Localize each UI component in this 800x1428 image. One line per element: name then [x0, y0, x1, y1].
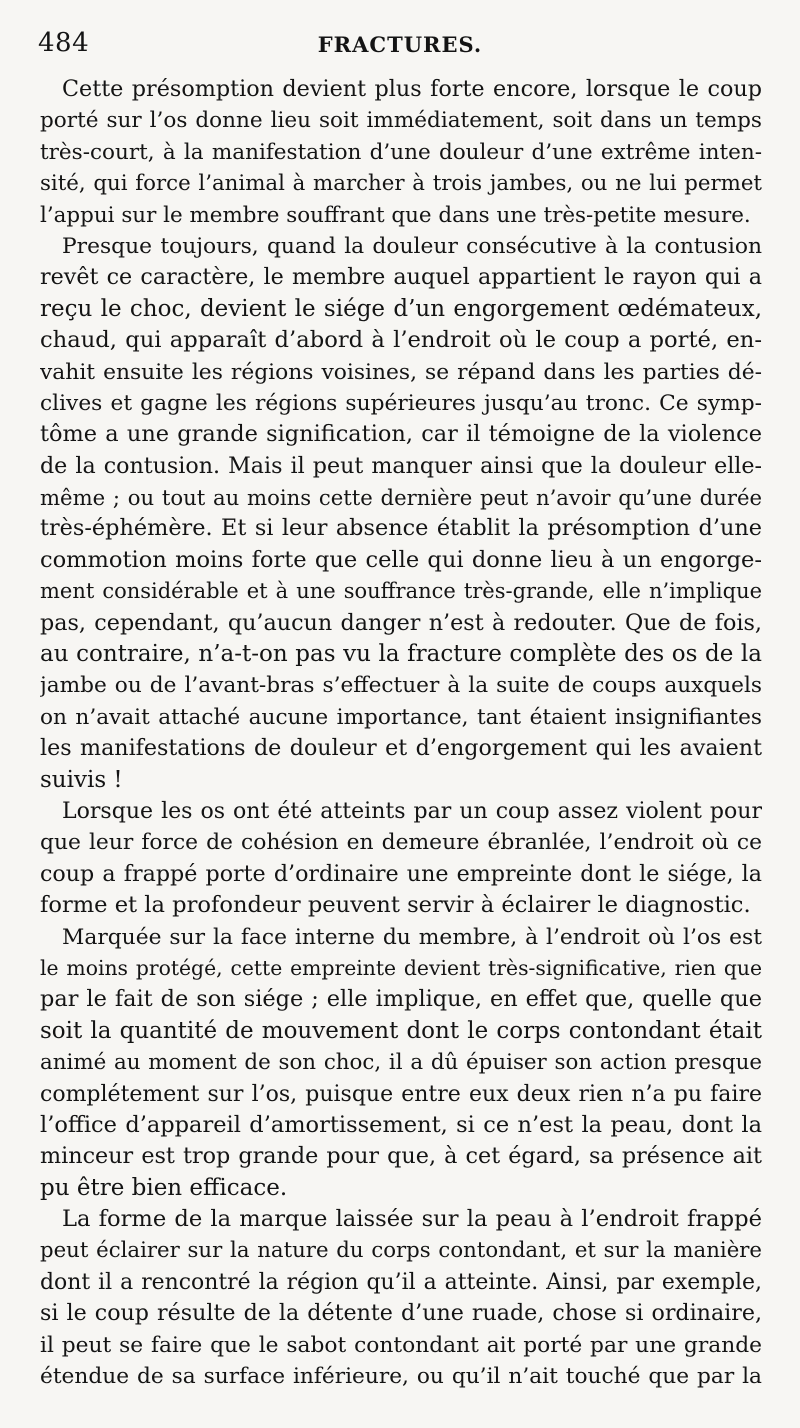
- text-line: le moins protégé, cette empreinte devient très-significative, rien que: [40, 955, 762, 980]
- running-title: FRACTURES.: [317, 32, 483, 57]
- text-line: ment considérable et à une souffrance très-grande, elle n’implique: [40, 579, 762, 604]
- text-line: étendue de sa surface inférieure, ou qu’il n’ait touché que par la: [40, 1364, 762, 1390]
- text-line: très-court, à la manifestation d’une douleur d’une extrême inten-: [40, 139, 762, 165]
- text-line: suivis !: [40, 766, 123, 793]
- text-line: Cette présomption devient plus forte encore, lorsque le coup: [62, 76, 762, 102]
- text-line: même ; ou tout au moins cette dernière peut n’avoir qu’une durée: [40, 485, 762, 511]
- body-text: [40, 74, 762, 1392]
- text-line: sité, qui force l’animal à marcher à trois jambes, ou ne lui permet: [40, 171, 762, 197]
- text-line: l’office d’appareil d’amortissement, si ce n’est la peau, dont la: [40, 1111, 762, 1138]
- text-line: Presque toujours, quand la douleur consécutive à la contusion: [62, 233, 762, 259]
- text-line: les manifestations de douleur et d’engorgement qui les avaient: [40, 735, 762, 762]
- text-line: vahit ensuite les régions voisines, se répand dans les parties dé-: [40, 359, 762, 385]
- text-line: commotion moins forte que celle qui donne lieu à un engorge-: [40, 546, 762, 573]
- text-line: forme et la profondeur peuvent servir à éclairer le diagnostic.: [40, 892, 751, 919]
- text-line: Lorsque les os ont été atteints par un coup assez violent pour: [62, 798, 762, 824]
- text-line: jambe ou de l’avant-bras s’effectuer à la suite de coups auxquels: [40, 673, 762, 699]
- text-line: Marquée sur la face interne du membre, à l’endroit où l’os est: [62, 924, 762, 950]
- text-line: minceur est trop grande pour que, à cet égard, sa présence ait: [40, 1143, 762, 1170]
- text-line: que leur force de cohésion en demeure ébranlée, l’endroit où ce: [40, 830, 762, 856]
- text-line: pas, cependant, qu’aucun danger n’est à redouter. Que de fois,: [40, 609, 762, 636]
- text-line: tôme a une grande signification, car il témoigne de la violence: [40, 421, 762, 448]
- text-line: pu être bien efficace.: [40, 1174, 288, 1201]
- text-line: dont il a rencontré la région qu’il a atteinte. Ainsi, par exemple,: [40, 1269, 762, 1295]
- text-line: soit la quantité de mouvement dont le corps contondant était: [40, 1017, 762, 1044]
- text-line: animé au moment de son choc, il a dû épuiser son action presque: [40, 1050, 762, 1076]
- text-line: revêt ce caractère, le membre auquel appartient le rayon qui a: [40, 264, 762, 291]
- paragraph: [40, 922, 762, 1205]
- text-line: de la contusion. Mais il peut manquer ainsi que la douleur elle-: [40, 452, 762, 479]
- text-line: on n’avait attaché aucune importance, tant étaient insignifiantes: [40, 704, 762, 730]
- text-line: très-éphémère. Et si leur absence établit la présomption d’une: [40, 515, 762, 542]
- text-line: au contraire, n’a-t-on pas vu la fracture complète des os de la: [40, 641, 762, 668]
- page-number: 484: [38, 28, 90, 58]
- text-line: La forme de la marque laissée sur la peau à l’endroit frappé: [62, 1206, 762, 1233]
- paragraph: [40, 796, 762, 922]
- text-line: coup a frappé porte d’ordinaire une empreinte dont le siége, la: [40, 860, 762, 887]
- text-line: reçu le choc, devient le siége d’un engorgement œdémateux,: [40, 295, 762, 322]
- paragraph: [40, 1204, 762, 1392]
- running-head: [38, 28, 762, 68]
- text-line: si le coup résulte de la détente d’une ruade, chose si ordinaire,: [40, 1300, 762, 1327]
- text-line: par le fait de son siége ; elle implique, en effet que, quelle que: [40, 986, 762, 1013]
- text-line: porté sur l’os donne lieu soit immédiatement, soit dans un temps: [40, 108, 762, 134]
- paragraph: [40, 74, 762, 231]
- text-line: clives et gagne les régions supérieures jusqu’au tronc. Ce symp-: [40, 390, 762, 416]
- paragraph: [40, 231, 762, 796]
- text-line: chaud, qui apparaît d’abord à l’endroit où le coup a porté, en-: [40, 327, 762, 354]
- text-line: l’appui sur le membre souffrant que dans une très-petite mesure.: [40, 202, 751, 228]
- text-line: complétement sur l’os, puisque entre eux deux rien n’a pu faire: [40, 1081, 762, 1107]
- text-line: peut éclairer sur la nature du corps contondant, et sur la manière: [40, 1238, 762, 1264]
- text-line: il peut se faire que le sabot contondant ait porté par une grande: [40, 1332, 762, 1358]
